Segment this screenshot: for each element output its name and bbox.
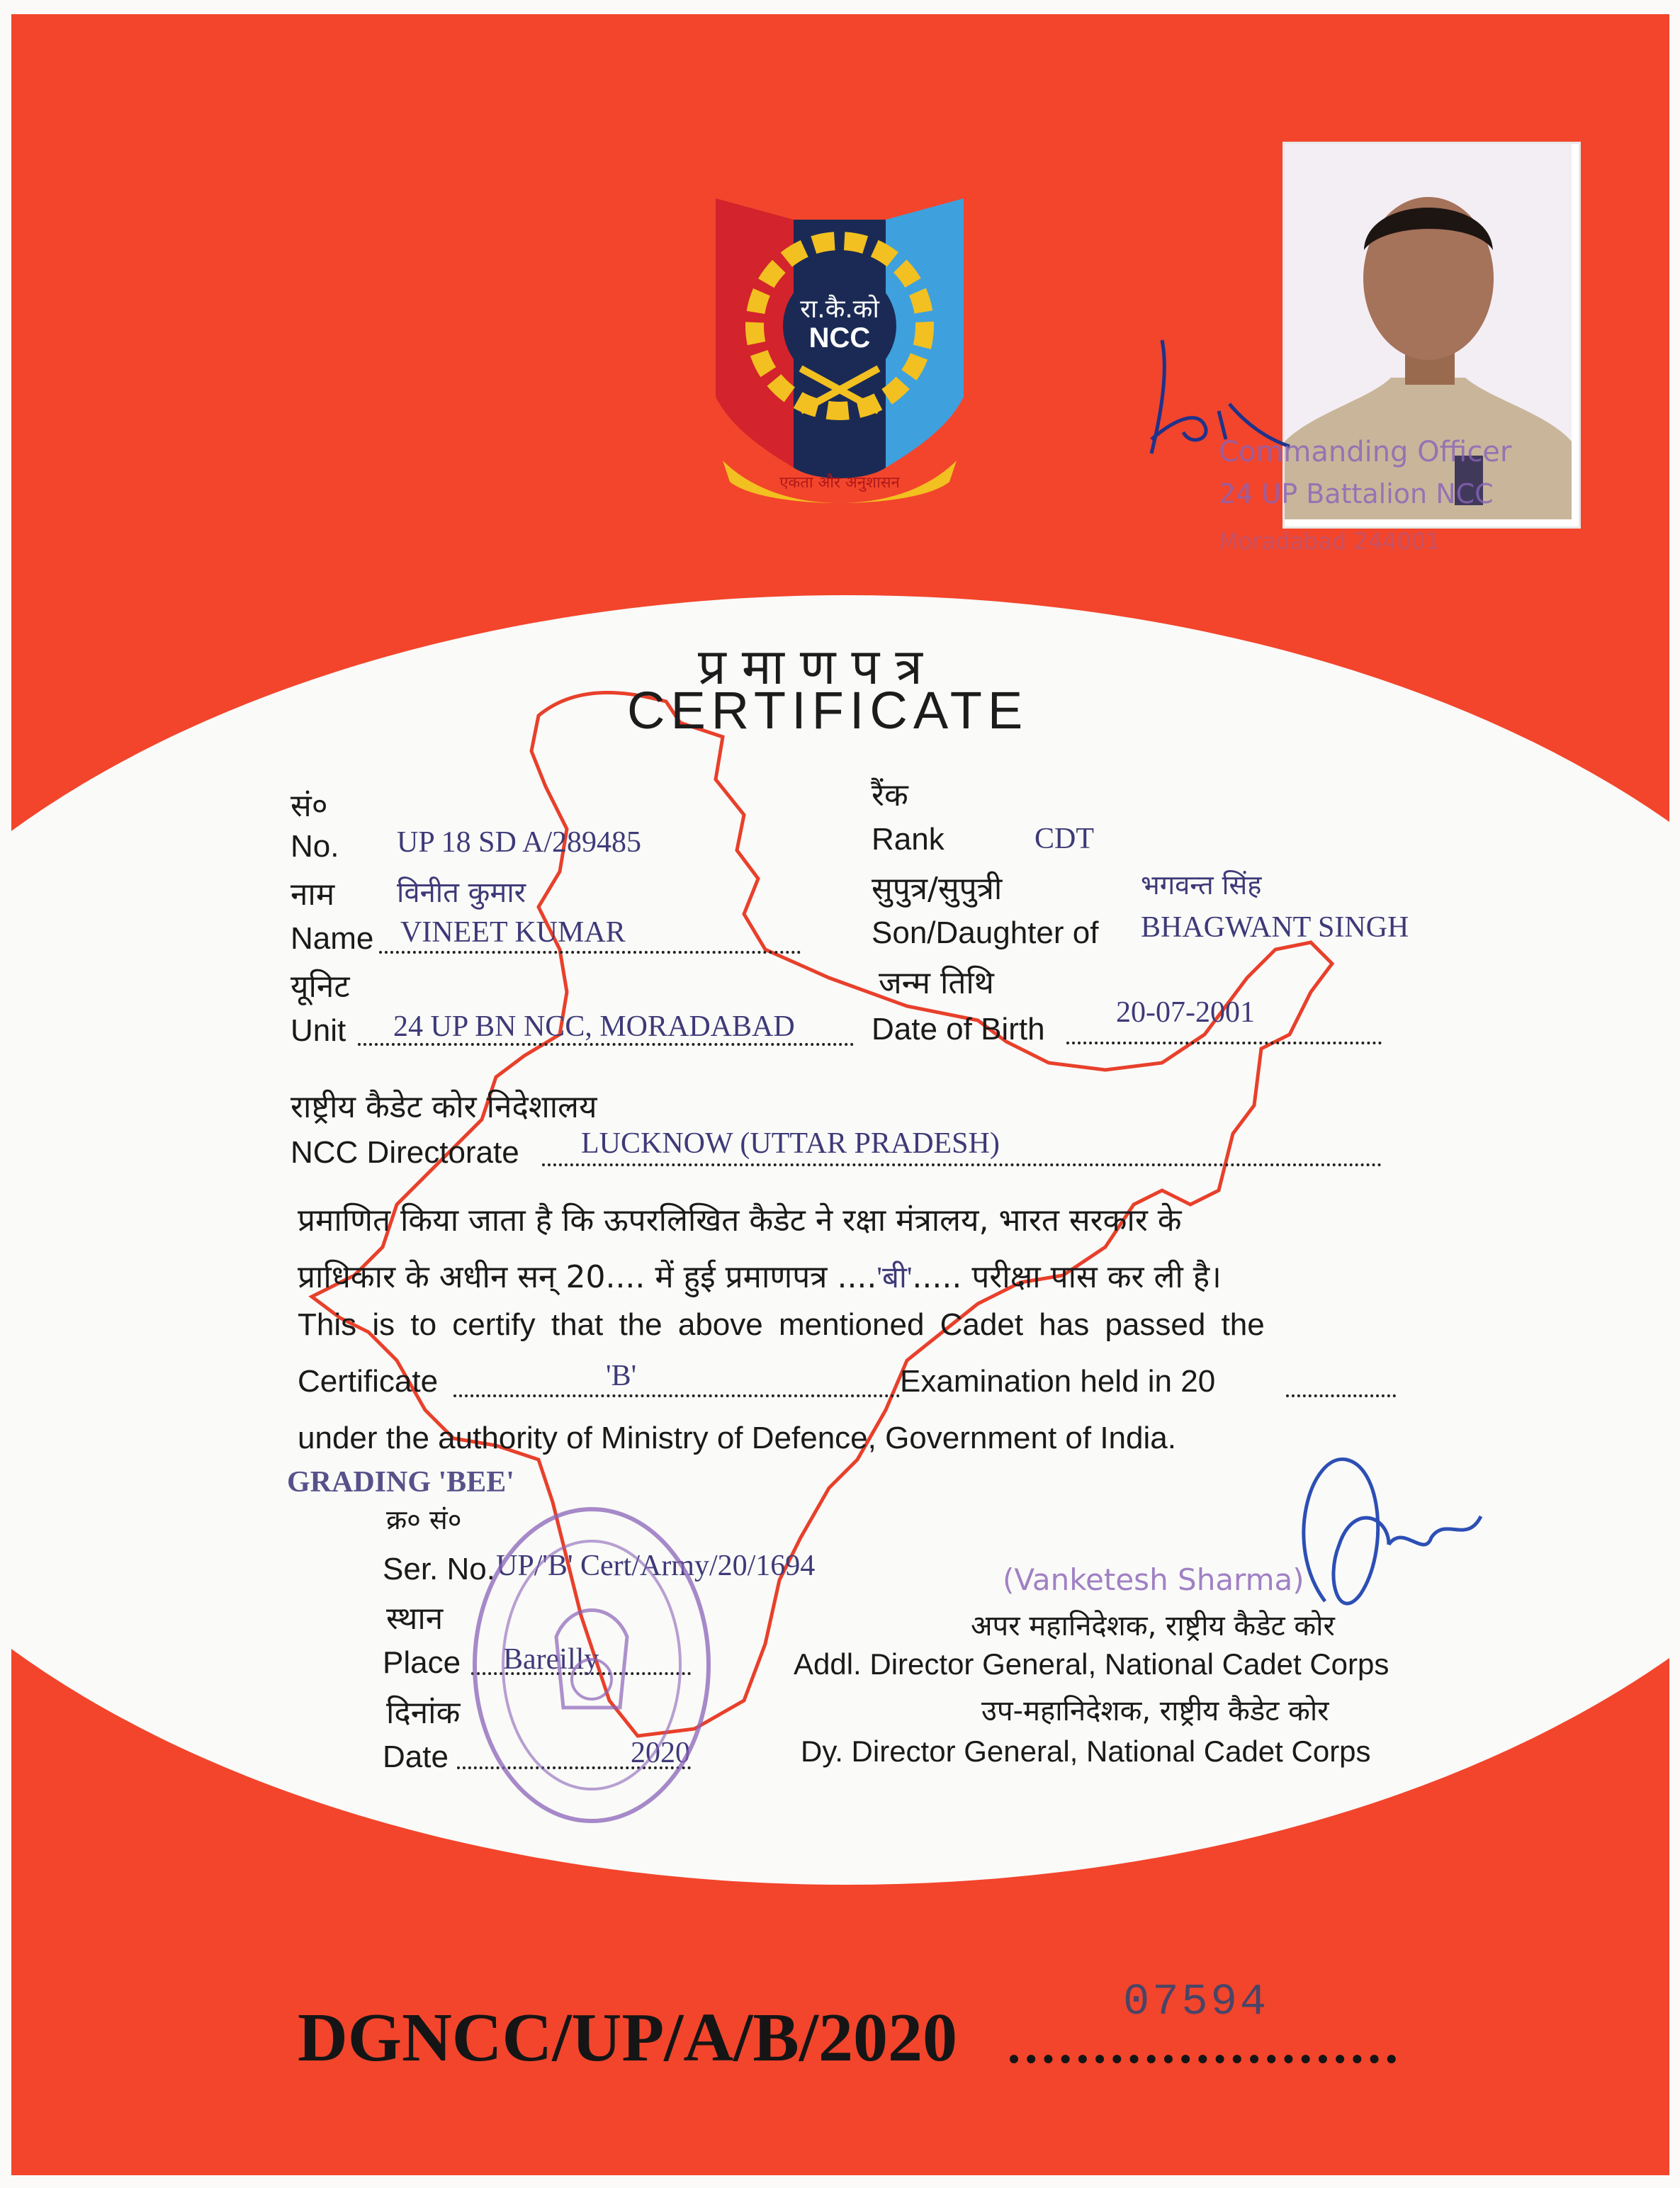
dob-label: Date of Birth — [872, 1012, 1045, 1047]
signatory-title-1: Addl. Director General, National Cadet Corps — [794, 1647, 1389, 1681]
certify-hindi-line2 — [298, 1254, 1222, 1297]
exam-year-dotted-line — [1286, 1394, 1396, 1397]
co-stamp-line2: 24 UP Battalion NCC — [1219, 478, 1494, 509]
certify-english-line1: This is to certify that the above mentioned Cadet has passed the — [298, 1307, 1265, 1342]
certify-english-grade: 'B' — [606, 1360, 637, 1392]
certify-english-line2-a: Certificate — [298, 1364, 439, 1399]
ser-label-hindi: क्र० सं० — [386, 1504, 462, 1535]
name-dotted-line — [379, 951, 801, 954]
unit-label-hindi: यूनिट — [291, 969, 350, 1005]
name-value-hindi: विनीत कुमार — [397, 876, 526, 909]
directorate-label: NCC Directorate — [291, 1135, 519, 1170]
grading-text: GRADING 'BEE' — [287, 1466, 514, 1499]
certificate-code-dotted-line — [1010, 2055, 1396, 2063]
certify-hindi-line2-b: .... में हुई प्रमाणपत्र .... — [605, 1259, 877, 1295]
signatory-title-2: Dy. Director General, National Cadet Corps — [801, 1735, 1371, 1768]
certificate-code: DGNCC/UP/A/B/2020 — [298, 2000, 957, 2076]
signatory-title-hindi-1: अपर महानिदेशक, राष्ट्रीय कैडेट कोर — [971, 1610, 1335, 1642]
no-value: UP 18 SD A/289485 — [397, 826, 642, 859]
date-label-hindi: दिनांक — [386, 1695, 461, 1731]
rank-label-hindi: रैंक — [872, 777, 908, 813]
official-round-stamp — [464, 1495, 719, 1835]
certify-hindi-line2-a: प्राधिकार के अधीन सन् 20 — [298, 1259, 606, 1295]
unit-label: Unit — [291, 1013, 346, 1048]
place-label: Place — [383, 1645, 461, 1680]
title-english: CERTIFICATE — [627, 681, 1029, 740]
name-label-hindi: नाम — [291, 876, 335, 913]
directorate-value: LUCKNOW (UTTAR PRADESH) — [581, 1127, 1000, 1160]
rank-value: CDT — [1035, 823, 1094, 855]
emblem-hindi-abbr: रा.कै.को — [800, 295, 879, 324]
certify-english-line3: under the authority of Ministry of Defence, Government of India. — [298, 1421, 1176, 1455]
emblem-motto: एकता और अनुशासन — [779, 474, 900, 492]
signatory-title-hindi-2: उप-महानिदेशक, राष्ट्रीय कैडेट कोर — [981, 1695, 1329, 1727]
parent-value: BHAGWANT SINGH — [1141, 911, 1409, 944]
certify-hindi-grade: 'बी' — [876, 1262, 913, 1295]
certificate-dotted-line — [453, 1394, 900, 1397]
name-label: Name — [291, 921, 374, 956]
name-value: VINEET KUMAR — [400, 916, 626, 949]
serial-number: 07594 — [1123, 1977, 1270, 2027]
unit-value: 24 UP BN NCC, MORADABAD — [393, 1010, 795, 1043]
certify-english-line2-b: Examination held in 20 — [900, 1364, 1216, 1399]
signatory-name: (Vanketesh Sharma) — [1003, 1562, 1304, 1597]
directorate-dotted-line — [542, 1163, 1382, 1166]
ser-value: UP/'B' Cert/Army/20/1694 — [496, 1550, 816, 1582]
parent-value-hindi: भगवन्त सिंह — [1141, 869, 1262, 901]
dob-dotted-line — [1066, 1042, 1382, 1044]
rank-label: Rank — [872, 822, 945, 857]
parent-label: Son/Daughter of — [872, 915, 1099, 950]
signatory-signature — [1282, 1438, 1495, 1630]
place-value: Bareilly — [503, 1643, 599, 1676]
certify-hindi-line1: प्रमाणित किया जाता है कि ऊपरलिखित कैडेट ने रक्षा मंत्रालय, भारत सरकार के — [298, 1202, 1182, 1239]
date-label: Date — [383, 1739, 449, 1774]
no-label-hindi: सं० — [291, 788, 328, 824]
no-label: No. — [291, 829, 339, 864]
dob-label-hindi: जन्म तिथि — [879, 965, 994, 1001]
co-stamp-line3: Moradabad 244001 — [1219, 528, 1441, 555]
title-hindi: प्रमाणपत्र — [698, 638, 938, 696]
co-stamp-line1: Commanding Officer — [1219, 436, 1512, 468]
ser-label: Ser. No. — [383, 1552, 495, 1586]
emblem-ncc-text: NCC — [808, 322, 871, 354]
place-label-hindi: स्थान — [386, 1601, 444, 1637]
directorate-label-hindi: राष्ट्रीय कैडेट कोर निदेशालय — [291, 1089, 597, 1125]
date-value: 2020 — [631, 1737, 690, 1769]
certify-hindi-line2-c: ..... परीक्षा पास कर ली है। — [912, 1259, 1222, 1295]
parent-label-hindi: सुपुत्र/सुपुत्री — [872, 871, 1003, 907]
dob-value: 20-07-2001 — [1116, 996, 1255, 1029]
